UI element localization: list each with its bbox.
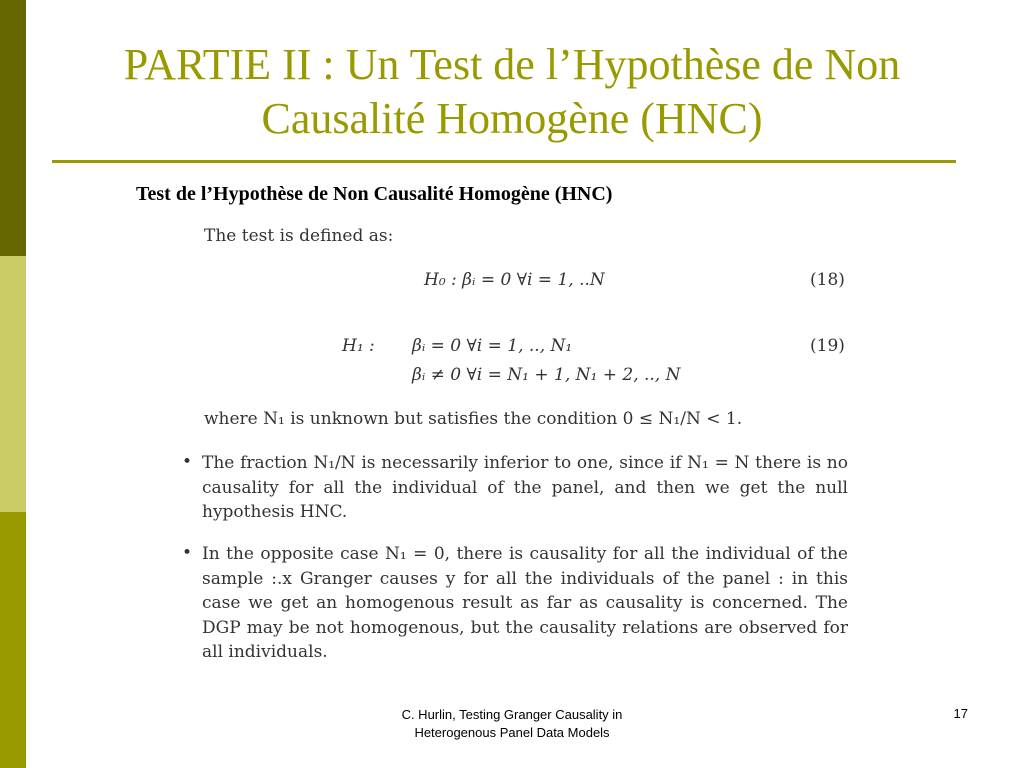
page-number: 17 — [953, 706, 968, 721]
intro-text: The test is defined as: — [204, 226, 394, 246]
equation-18-number: (18) — [810, 270, 845, 290]
slide-title-line2: Causalité Homogène (HNC) — [261, 94, 763, 143]
bullet-paragraph: In the opposite case N₁ = 0, there is causality for all the individual of the sample :.x Granger causes y for all the individuals of the panel : in this case we get an homogenous result as far as causality is concerned. The DGP may be not homogenous, but the causality relations are observed for all individuals. — [202, 544, 848, 662]
footer-line1: C. Hurlin, Testing Granger Causality in — [401, 707, 623, 722]
equation-18: H₀ : βᵢ = 0 ∀i = 1, ..N — [424, 270, 605, 290]
condition-text: where N₁ is unknown but satisfies the condition 0 ≤ N₁/N < 1. — [204, 409, 743, 429]
slide-subtitle: Test de l’Hypothèse de Non Causalité Homogène (HNC) — [136, 183, 613, 205]
bullet-paragraph: The fraction N₁/N is necessarily inferior to one, since if N₁ = N there is no causality for all the individual of the panel, and then we get the null hypothesis HNC. — [202, 453, 848, 522]
equation-19-line2: βᵢ ≠ 0 ∀i = N₁ + 1, N₁ + 2, .., N — [412, 365, 681, 385]
footer-citation — [352, 706, 672, 742]
bullet-marker: • — [182, 452, 193, 472]
slide-title-line1: PARTIE II : Un Test de l’Hypothèse de Non — [123, 40, 901, 89]
equation-19-number: (19) — [810, 336, 845, 356]
footer-line2: Heterogenous Panel Data Models — [414, 725, 610, 740]
bullet-marker: • — [182, 543, 193, 563]
equation-19-label: H₁ : — [342, 336, 375, 356]
equation-19-line1: βᵢ = 0 ∀i = 1, .., N₁ — [412, 336, 573, 356]
